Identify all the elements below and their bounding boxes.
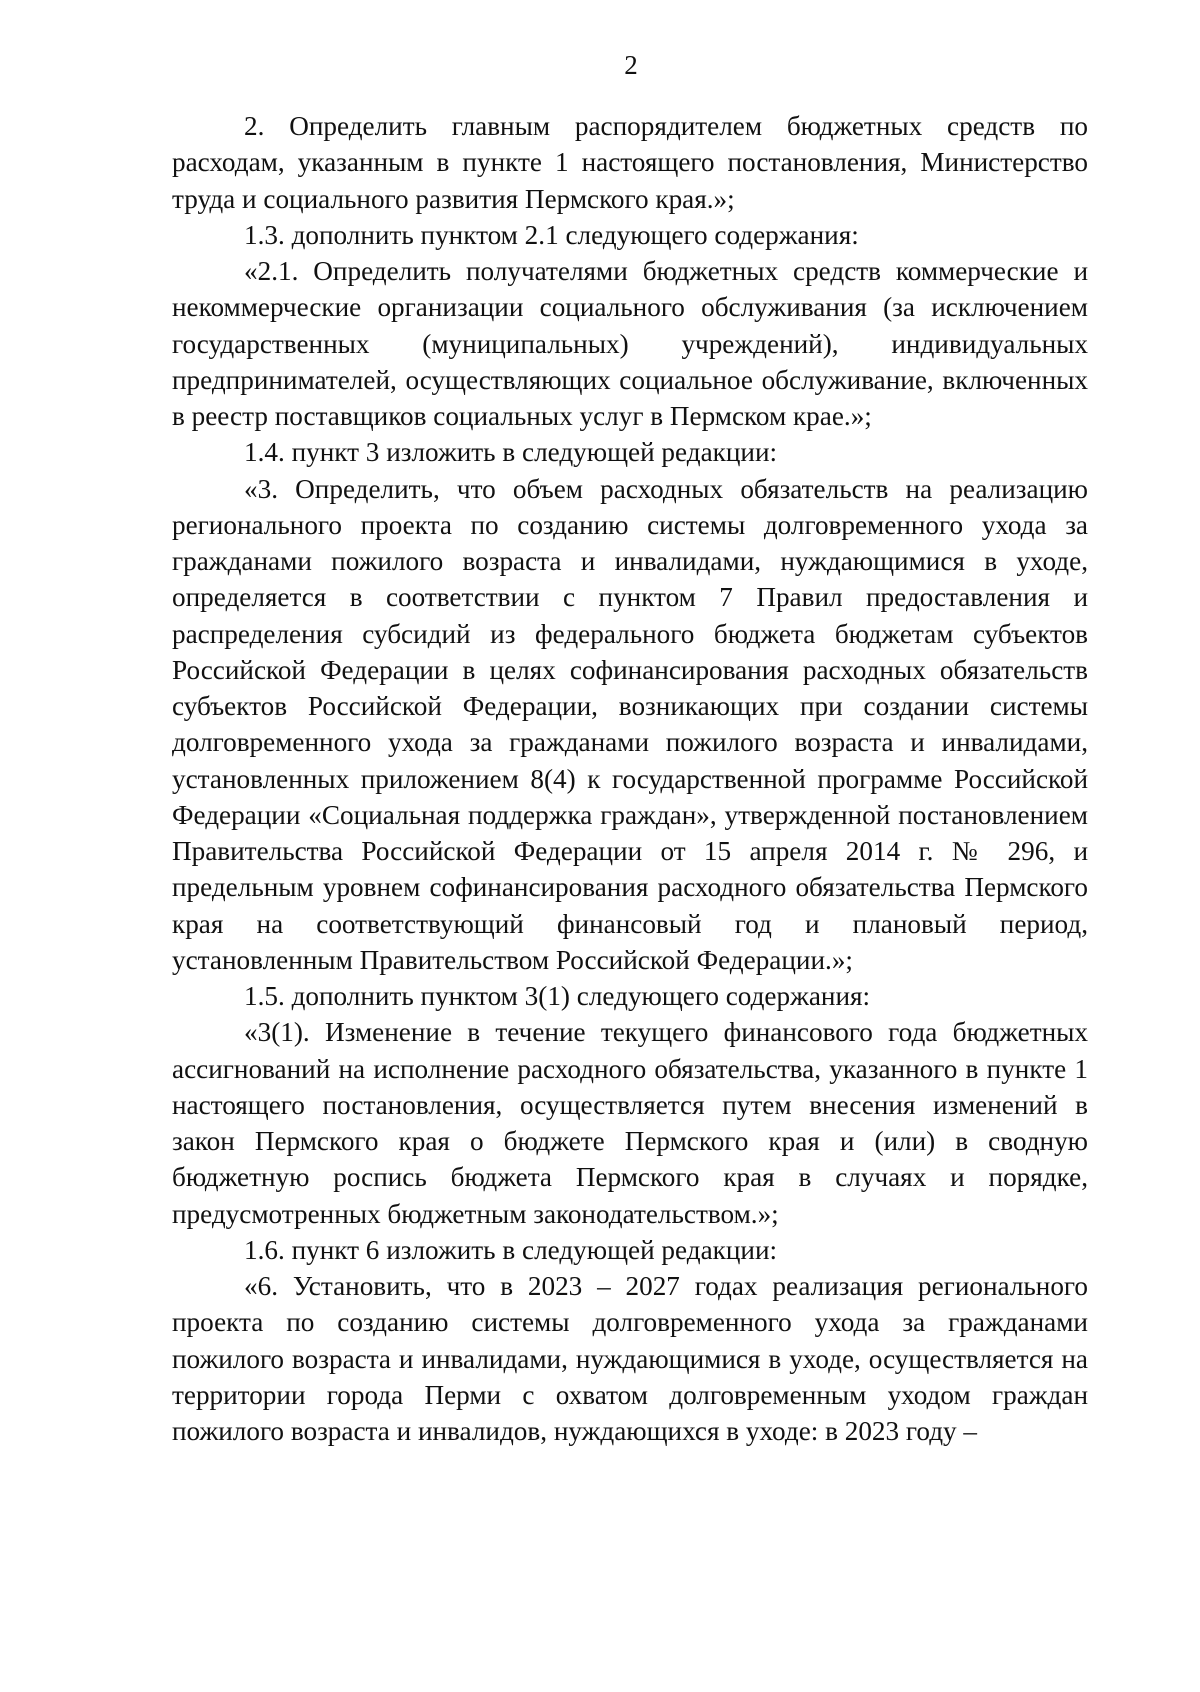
paragraph-1-3: 1.3. дополнить пунктом 2.1 следующего содержания: (244, 219, 859, 250)
paragraph-3: «3. Определить, что объем расходных обязательств на реализацию регионального проекта по созданию системы долговременного ухода за гражданами пожилого возраста и инвалидами, нуждающимися в уходе, определяется в соответствии с пунктом 7 Правил предоставления и распределения субсидий из федерального бюджета бюджетам субъектов Российской Федерации в целях софинансирования расходных обязательств субъектов Российской Федерации, возникающих при создании системы долговременного ухода за гражданами пожилого возраста и инвалидами, установленных приложением 8(4) к государственной программе Российской Федерации «Социальная поддержка граждан», утвержденной постановлением Правительства Российской Федерации от 15 апреля 2014 г. № 296, и предельным уровнем софинансирования расходного обязательства Пермского края на соответствующий финансовый год и плановый период, установленным Правительством Российской Федерации.»; (172, 473, 1088, 975)
paragraph-2-1: «2.1. Определить получателями бюджетных средств коммерческие и некоммерческие организации социального обслуживания (за исключением государственных (муниципальных) учреждений), индивидуальных предпринимателей, осуществляющих социальное обслуживание, включенных в реестр поставщиков социальных услуг в Пермском крае.»; (172, 256, 1088, 431)
paragraph-2: 2. Определить главным распорядителем бюджетных средств по расходам, указанным в пункте 1 настоящего постановления, Министерство труда и социального развития Пермского края.»; (172, 111, 1088, 214)
paragraph-1-5: 1.5. дополнить пунктом 3(1) следующего содержания: (244, 981, 871, 1011)
paragraph-1-4: 1.4. пункт 3 изложить в следующей редакции: (244, 437, 778, 468)
page-number: 2 (624, 50, 638, 80)
paragraph-3-1: «3(1). Изменение в течение текущего финансового года бюджетных ассигнований на исполнение расходного обязательства, указанного в пункте 1 настоящего постановления, осуществляется путем внесения изменений в закон Пермского края о бюджете Пермского края и (или) в сводную бюджетную роспись бюджета Пермского края в случаях и порядке, предусмотренных бюджетным законодательством.»; (172, 1017, 1088, 1229)
paragraph-1-6: 1.6. пункт 6 изложить в следующей редакции: (244, 1234, 778, 1265)
paragraph-6: «6. Установить, что в 2023 – 2027 годах реализация регионального проекта по созданию системы долговременного ухода за гражданами пожилого возраста и инвалидами, нуждающимися в уходе, осуществляется на территории города Перми с охватом долговременным уходом граждан пожилого возраста и инвалидов, нуждающихся в уходе: в 2023 году – (172, 1271, 1088, 1446)
document-body (172, 108, 1088, 1449)
